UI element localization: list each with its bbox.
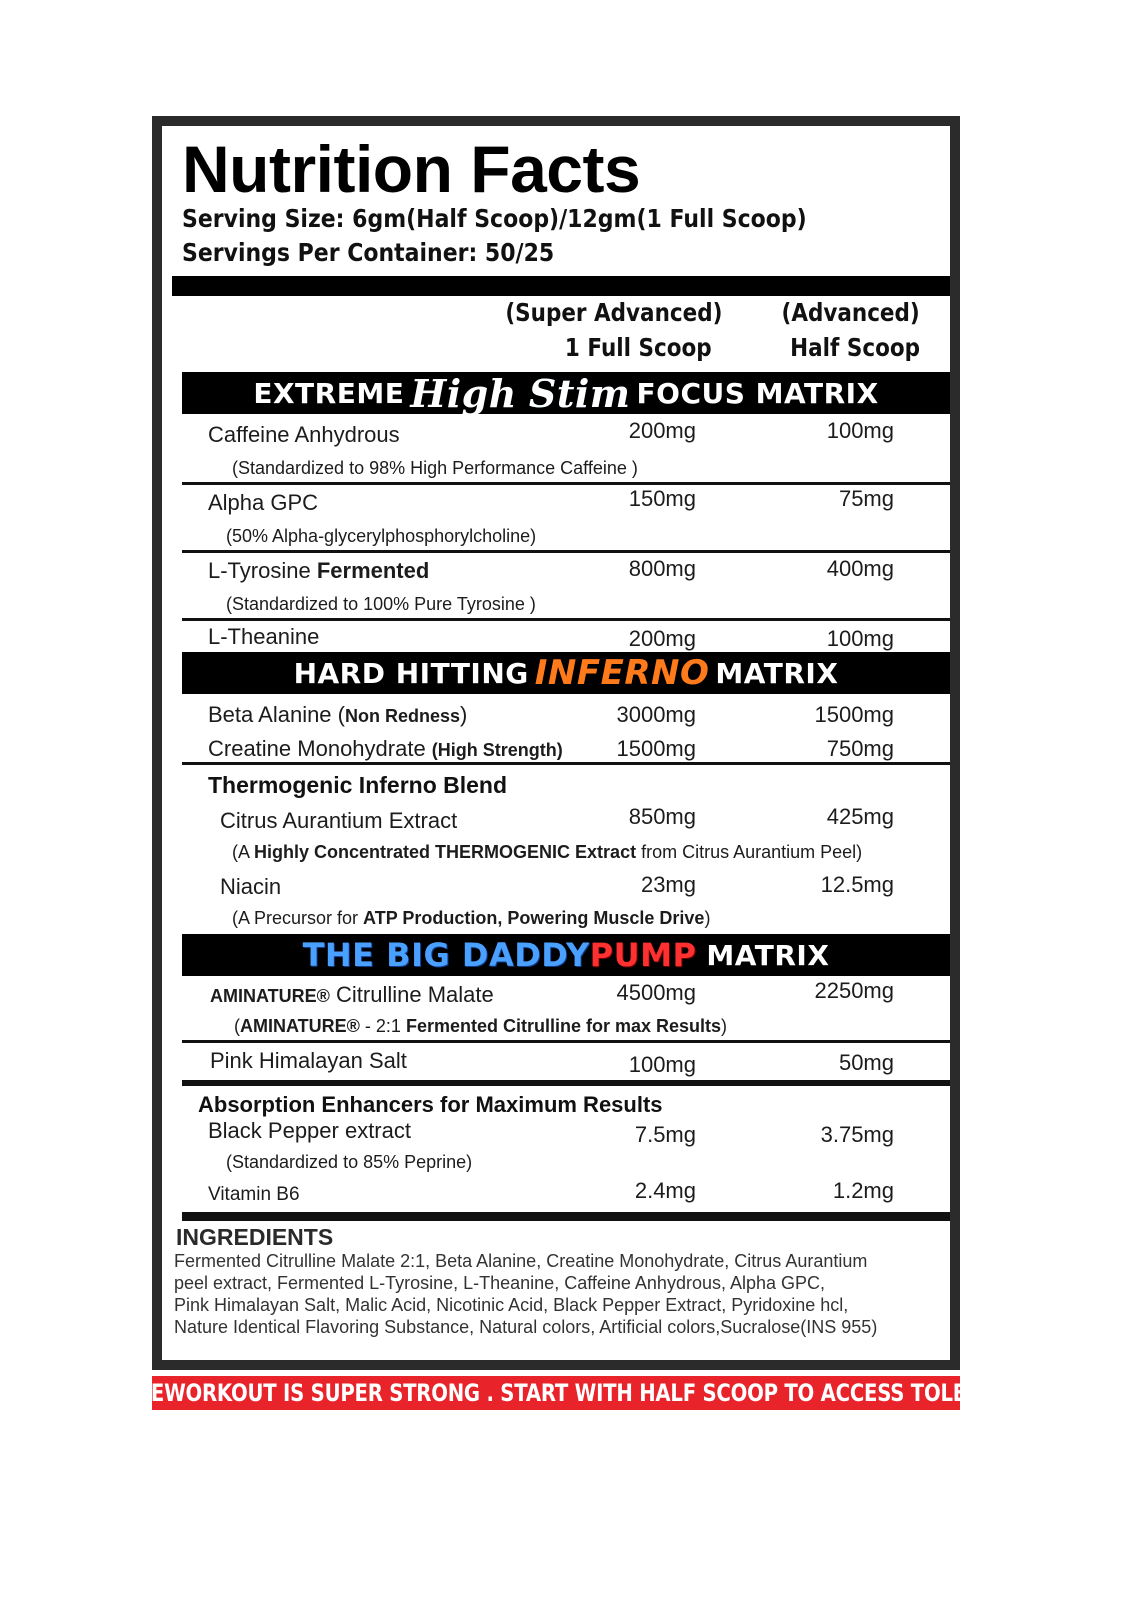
focus-band-stim: Stim — [528, 370, 631, 416]
pepper-full: 7.5mg — [634, 1122, 696, 1147]
citrus-half: 425mg — [826, 804, 894, 829]
caffeine-full: 200mg — [628, 418, 696, 443]
col2-heading-line1: (Advanced) — [781, 298, 920, 327]
citrulline-full: 4500mg — [616, 980, 696, 1005]
salt-half: 50mg — [838, 1050, 894, 1075]
inferno-band-word3: MATRIX — [715, 656, 839, 690]
inferno-band-inferno: INFERNO — [534, 653, 710, 693]
nutrition-facts-panel — [152, 116, 960, 1370]
ingredients-line-1: Fermented Citrulline Malate 2:1, Beta Alanine, Creatine Monohydrate, Citrus Aurantium — [174, 1251, 868, 1271]
serving-size: Serving Size: 6gm(Half Scoop)/12gm(1 Full Scoop) — [182, 204, 807, 233]
pump-band-big-daddy: THE BIG DADDY — [302, 936, 590, 974]
citrulline-half: 2250mg — [814, 978, 894, 1003]
citrulline-name: AMINATURE® Citrulline Malate — [210, 982, 494, 1007]
tyrosine-note: (Standardized to 100% Pure Tyrosine ) — [226, 594, 536, 614]
creatine-name: Creatine Monohydrate (High Strength) — [208, 736, 563, 761]
warning-text: THIS PREWORKOUT IS SUPER STRONG . START WITH HALF SCOOP TO ACCESS TOLERANCE. — [65, 1379, 1047, 1407]
panel-title: Nutrition Facts — [182, 132, 641, 206]
pepper-half: 3.75mg — [820, 1122, 894, 1147]
citrus-name: Citrus Aurantium Extract — [220, 808, 458, 833]
ingredients-line-4: Nature Identical Flavoring Substance, Natural colors, Artificial colors,Sucralose(INS 955) — [174, 1317, 878, 1337]
alpha-gpc-half: 75mg — [838, 486, 894, 511]
ingredients-line-2: peel extract, Fermented L-Tyrosine, L-Theanine, Caffeine Anhydrous, Alpha GPC, — [174, 1273, 826, 1293]
b6-full: 2.4mg — [634, 1178, 696, 1203]
inferno-matrix-band — [182, 652, 950, 694]
header-divider — [172, 276, 950, 296]
niacin-note: (A Precursor for ATP Production, Powering Muscle Drive) — [232, 908, 711, 928]
row-divider — [182, 762, 950, 765]
focus-matrix-band — [182, 372, 950, 414]
beta-alanine-half: 1500mg — [814, 702, 894, 727]
warning-banner — [65, 1376, 1047, 1410]
ingredients-line-3: Pink Himalayan Salt, Malic Acid, Nicotinic Acid, Black Pepper Extract, Pyridoxine hcl, — [174, 1295, 849, 1315]
thermogenic-blend-title: Thermogenic Inferno Blend — [208, 772, 508, 798]
tyrosine-name: L-Tyrosine Fermented — [208, 558, 430, 583]
pepper-name: Black Pepper extract — [208, 1118, 411, 1143]
citrus-note: (A Highly Concentrated THERMOGENIC Extract from Citrus Aurantium Peel) — [232, 842, 863, 862]
creatine-half: 750mg — [826, 736, 894, 761]
b6-half: 1.2mg — [832, 1178, 894, 1203]
citrus-full: 850mg — [628, 804, 696, 829]
row-divider — [182, 550, 950, 553]
theanine-full: 200mg — [628, 626, 696, 651]
alpha-gpc-full: 150mg — [628, 486, 696, 511]
col1-heading-line2: 1 Full Scoop — [565, 333, 712, 362]
pump-band-matrix: MATRIX — [706, 938, 830, 972]
row-divider — [182, 618, 950, 621]
caffeine-half: 100mg — [826, 418, 894, 443]
col1-heading-line1: (Super Advanced) — [504, 298, 722, 327]
beta-alanine-full: 3000mg — [616, 702, 696, 727]
col2-heading-line2: Half Scoop — [790, 333, 920, 362]
salt-full: 100mg — [628, 1052, 696, 1077]
absorption-title: Absorption Enhancers for Maximum Results — [198, 1092, 663, 1117]
niacin-name: Niacin — [220, 874, 282, 899]
section-divider — [182, 1080, 950, 1086]
pepper-note: (Standardized to 85% Peprine) — [226, 1152, 473, 1172]
servings-per-container: Servings Per Container: 50/25 — [182, 238, 555, 267]
niacin-half: 12.5mg — [820, 872, 894, 897]
focus-band-word1: EXTREME — [253, 376, 405, 410]
b6-name: Vitamin B6 — [208, 1184, 300, 1205]
caffeine-note: (Standardized to 98% High Performance Caffeine ) — [232, 458, 638, 478]
theanine-name: L-Theanine — [208, 624, 320, 649]
niacin-full: 23mg — [640, 872, 696, 897]
beta-alanine-name: Beta Alanine (Non Redness) — [208, 702, 468, 727]
citrulline-note: (AMINATURE® - 2:1 Fermented Citrulline for max Results) — [234, 1016, 728, 1036]
focus-band-high: High — [410, 370, 517, 416]
tyrosine-full: 800mg — [628, 556, 696, 581]
pump-band-pump: PUMP — [589, 936, 697, 974]
theanine-half: 100mg — [826, 626, 894, 651]
pump-matrix-band — [182, 934, 950, 976]
caffeine-name: Caffeine Anhydrous — [208, 422, 400, 447]
creatine-full: 1500mg — [616, 736, 696, 761]
inferno-band-word1: HARD HITTING — [293, 656, 529, 690]
focus-band-word4: FOCUS MATRIX — [636, 376, 879, 410]
row-divider — [182, 1040, 950, 1043]
ingredients-heading: INGREDIENTS — [176, 1224, 334, 1250]
alpha-gpc-note: (50% Alpha-glycerylphosphorylcholine) — [226, 526, 537, 546]
tyrosine-half: 400mg — [826, 556, 894, 581]
ingredients-divider — [182, 1212, 950, 1221]
alpha-gpc-name: Alpha GPC — [208, 490, 319, 515]
row-divider — [182, 482, 950, 485]
salt-name: Pink Himalayan Salt — [210, 1048, 407, 1073]
